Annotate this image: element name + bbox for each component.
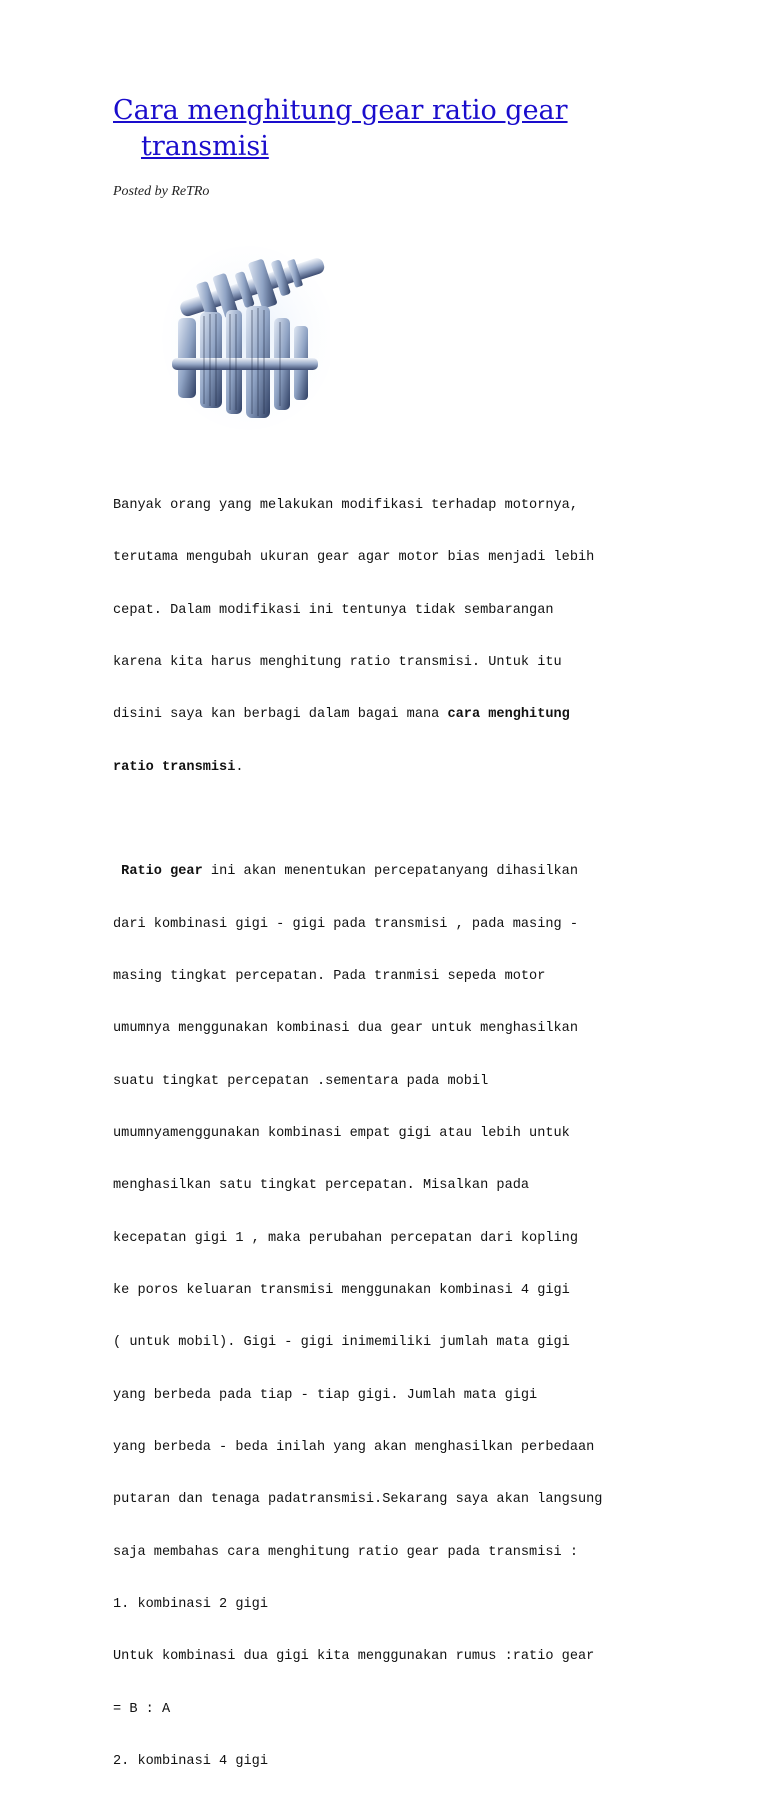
post-byline: Posted by ReTRo bbox=[113, 184, 210, 199]
bold-keyword: ratio transmisi bbox=[113, 759, 236, 775]
body-line: yang berbeda pada tiap - tiap gigi. Jumlah mata gigi bbox=[113, 1387, 538, 1403]
formula-line: = B : A bbox=[113, 1701, 171, 1717]
body-line: Banyak orang yang melakukan modifikasi terhadap motornya, bbox=[113, 497, 578, 513]
bold-keyword: Ratio gear bbox=[121, 864, 203, 880]
body-text: . bbox=[235, 759, 244, 775]
article-body bbox=[113, 462, 658, 1806]
body-line: putaran dan tenaga padatransmisi.Sekarang saya akan langsung bbox=[113, 1492, 603, 1508]
body-line bbox=[113, 863, 658, 880]
body-line: suatu tingkat percepatan .sementara pada mobil bbox=[113, 1073, 489, 1089]
transmission-gears-image bbox=[160, 240, 330, 430]
body-line: ( untuk mobil). Gigi - gigi inimemiliki jumlah mata gigi bbox=[113, 1335, 570, 1351]
body-line: cepat. Dalam modifikasi ini tentunya tidak sembarangan bbox=[113, 602, 554, 618]
body-line bbox=[113, 759, 658, 776]
body-text: ini akan menentukan percepatanyang dihasilkan bbox=[202, 864, 578, 880]
article-title-link[interactable] bbox=[113, 95, 673, 165]
body-line: umumnyamenggunakan kombinasi empat gigi atau lebih untuk bbox=[113, 1126, 570, 1142]
bold-keyword: cara menghitung bbox=[447, 707, 570, 723]
body-line: dari kombinasi gigi - gigi pada transmisi , pada masing - bbox=[113, 916, 578, 932]
body-line: menghasilkan satu tingkat percepatan. Misalkan pada bbox=[113, 1178, 530, 1194]
title-line-1[interactable]: Cara menghitung gear ratio gear bbox=[113, 95, 568, 126]
body-line: karena kita harus menghitung ratio transmisi. Untuk itu bbox=[113, 654, 562, 670]
body-line: umumnya menggunakan kombinasi dua gear untuk menghasilkan bbox=[113, 1021, 578, 1037]
body-line: Untuk kombinasi dua gigi kita menggunakan rumus :ratio gear bbox=[113, 1649, 595, 1665]
body-line: yang berbeda - beda inilah yang akan menghasilkan perbedaan bbox=[113, 1440, 595, 1456]
blank-line bbox=[113, 811, 658, 828]
title-line-2[interactable]: transmisi bbox=[141, 131, 269, 162]
body-line: terutama mengubah ukuran gear agar motor bias menjadi lebih bbox=[113, 550, 595, 566]
body-line: saja membahas cara menghitung ratio gear pada transmisi : bbox=[113, 1544, 578, 1560]
body-text: disini saya kan berbagi dalam bagai mana bbox=[113, 707, 448, 723]
body-line: kecepatan gigi 1 , maka perubahan percepatan dari kopling bbox=[113, 1230, 578, 1246]
list-item: 2. kombinasi 4 gigi bbox=[113, 1754, 268, 1770]
article-title[interactable] bbox=[113, 93, 673, 165]
body-line: masing tingkat percepatan. Pada tranmisi sepeda motor bbox=[113, 969, 546, 984]
list-item: 1. kombinasi 2 gigi bbox=[113, 1597, 268, 1613]
body-line: ke poros keluaran transmisi menggunakan kombinasi 4 gigi bbox=[113, 1283, 570, 1299]
body-line bbox=[113, 706, 658, 723]
